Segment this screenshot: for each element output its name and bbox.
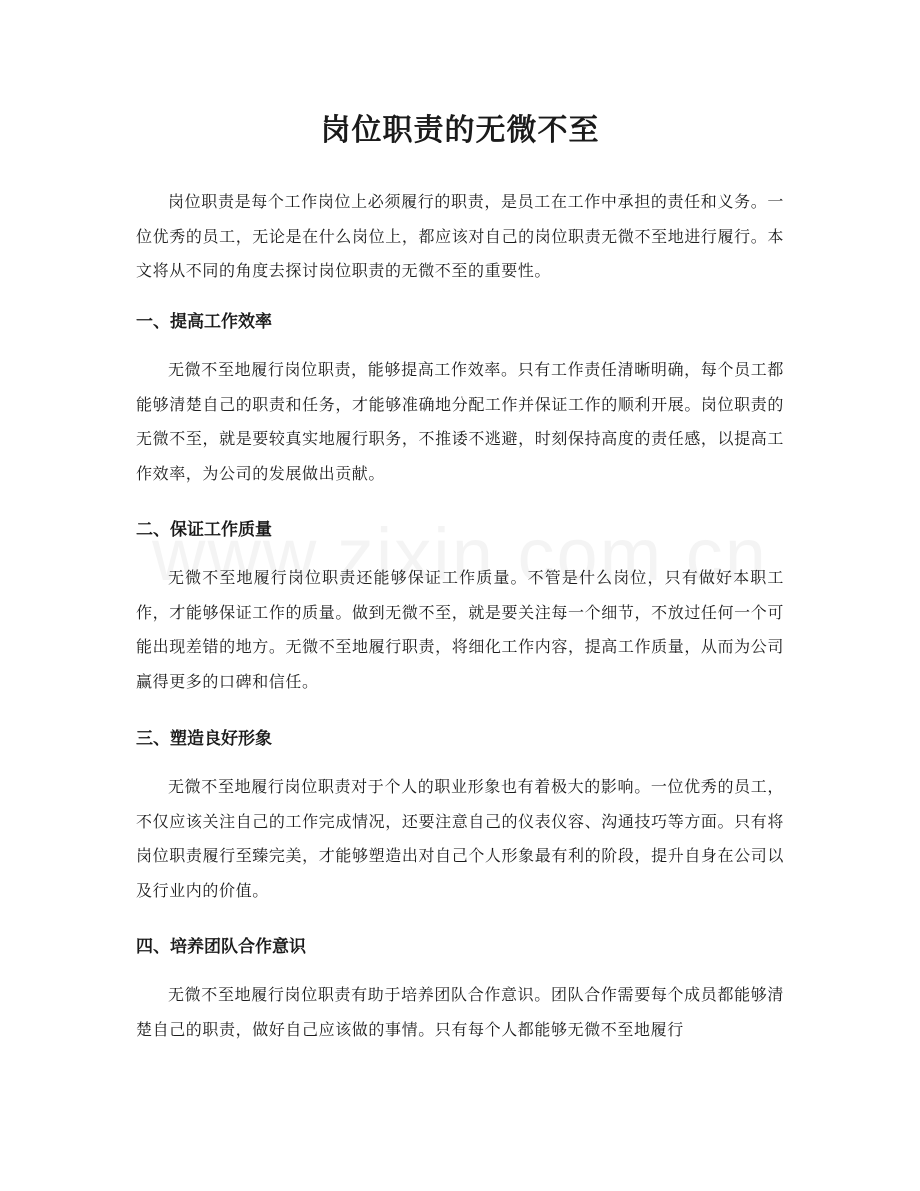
document-title: 岗位职责的无微不至 (320, 113, 600, 148)
section-4-paragraph: 无微不至地履行岗位职责有助于培养团队合作意识。团队合作需要每个成员都能够清楚自己的职责，做好自己应该做的事情。只有每个人都能够无微不至地履行 (136, 985, 784, 1039)
section-4-heading: 四、培养团队合作意识 (136, 937, 306, 957)
section-1-heading: 一、提高工作效率 (136, 312, 272, 332)
section-3-heading: 三、塑造良好形象 (136, 729, 272, 749)
intro-paragraph: 岗位职责是每个工作岗位上必须履行的职责，是员工在工作中承担的责任和义务。一位优秀的员工，无论是在什么岗位上，都应该对自己的岗位职责无微不至地进行履行。本文将从不同的角度去探讨岗位职责的无微不至的重要性。 (136, 192, 784, 280)
section-3-paragraph: 无微不至地履行岗位职责对于个人的职业形象也有着极大的影响。一位优秀的员工，不仅应该关注自己的工作完成情况，还要注意自己的仪表仪容、沟通技巧等方面。只有将岗位职责履行至臻完美，才能够塑造出对自己个人形象最有利的阶段，提升自身在公司以及行业内的价值。 (136, 777, 784, 900)
section-2-paragraph: 无微不至地履行岗位职责还能够保证工作质量。不管是什么岗位，只有做好本职工作，才能够保证工作的质量。做到无微不至，就是要关注每一个细节，不放过任何一个可能出现差错的地方。无微不至地履行职责，将细化工作内容，提高工作质量，从而为公司赢得更多的口碑和信任。 (136, 568, 784, 691)
section-2-heading: 二、保证工作质量 (136, 520, 272, 540)
section-1-paragraph: 无微不至地履行岗位职责，能够提高工作效率。只有工作责任清晰明确，每个员工都能够清楚自己的职责和任务，才能够准确地分配工作并保证工作的顺利开展。岗位职责的无微不至，就是要较真实地履行职务，不推诿不逃避，时刻保持高度的责任感，以提高工作效率，为公司的发展做出贡献。 (136, 360, 784, 483)
